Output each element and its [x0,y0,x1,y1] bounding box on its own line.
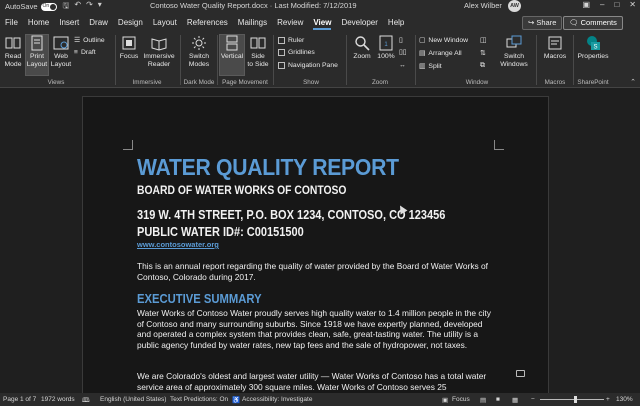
ribbon-divider [217,35,218,85]
focus-mode-button[interactable]: Focus [452,396,470,403]
web-layout-icon [53,35,69,51]
tab-mailings[interactable]: Mailings [237,18,268,27]
comments-label: Comments [580,18,617,27]
zoom-out-icon[interactable]: − [531,396,535,403]
split-label: Split [428,62,442,70]
web-layout-button[interactable] [50,35,72,75]
new-window-label: New Window [428,36,469,44]
side-to-side-icon [250,35,266,51]
focus-button[interactable] [118,35,140,75]
comment-icon: 🗨 [569,18,581,27]
properties-label: Properties [577,53,609,60]
outline-label: Outline [83,36,105,44]
web-layout-view-icon[interactable]: ▦ [512,397,519,404]
one-page-icon: ▯ [399,37,403,44]
autosave-state: On [42,2,50,9]
address-heading[interactable]: 319 W. 4TH STREET, P.O. BOX 1234, CONTOSO, CO 123456 [137,208,446,222]
draft-button[interactable] [74,47,96,57]
read-mode-label: Read Mode [4,53,22,68]
save-icon[interactable]: 🖫 [62,0,70,10]
margin-marker [123,140,133,150]
tab-home[interactable]: Home [27,18,50,27]
properties-button[interactable] [575,35,611,75]
page-width-icon: ↔ [399,61,406,69]
status-bar [0,393,640,406]
zoom-slider-thumb[interactable] [574,396,577,403]
zoom-group-label: Zoom [371,79,389,86]
focus-icon [121,35,137,51]
collapse-ribbon-icon[interactable]: ⌃ [630,79,636,86]
window-group-label: Window [465,79,489,86]
checkbox-icon [278,37,285,44]
read-mode-button[interactable] [2,35,24,75]
ribbon-divider [180,35,181,85]
synchronous-scrolling-button[interactable] [480,48,486,58]
accessibility-status[interactable]: Accessibility: Investigate [242,396,313,403]
checkbox-icon [278,62,285,69]
redo-icon[interactable]: ↷ [86,0,93,9]
navigation-pane-label: Navigation Pane [288,61,338,69]
zoom-100-icon [378,35,394,51]
zoom-100-label: 100% [377,53,395,60]
summary-paragraph-2[interactable]: We are Colorado's oldest and largest water utility — Water Works of Contoso has a total water service area of approximately 300 square miles. Water Works of Contoso serves 25 [137,371,487,392]
multiple-pages-button[interactable] [399,47,406,57]
tab-insert[interactable]: Insert [59,18,80,27]
pagemove-group-label: Page Movement [222,79,268,86]
language-indicator[interactable]: English (United States) [100,396,167,403]
read-mode-icon [5,35,21,51]
share-label: Share [536,18,557,27]
ruler-label: Ruler [288,36,305,44]
customize-qat-icon[interactable]: ▾ [97,0,102,9]
tab-layout[interactable]: Layout [152,18,177,27]
zoom-percentage[interactable]: 130% [616,396,633,403]
switch-windows-label: Switch Windows [500,53,528,68]
draft-icon: ≡ [74,48,78,56]
share-button[interactable] [522,16,562,30]
side-by-side-icon: ◫ [480,37,487,44]
tab-view[interactable]: View [308,13,336,32]
vertical-pages-icon [224,35,240,51]
sharepoint-group-label: SharePoint [577,79,609,86]
darkmode-group-label: Dark Mode [183,79,215,86]
immersive-reader-icon [151,35,167,51]
sync-scroll-icon: ⇅ [480,50,486,57]
document-title: Contoso Water Quality Report.docx · Last Modified: 7/12/2019 [150,1,357,10]
print-layout-button[interactable] [25,34,49,76]
switch-modes-label: Switch Modes [188,53,210,68]
macros-label: Macros [543,53,567,60]
autosave-control[interactable] [5,2,57,11]
reset-window-position-button[interactable] [480,61,485,71]
web-layout-label: Web Layout [50,53,72,68]
svg-text:S: S [593,44,598,51]
print-layout-icon [29,35,45,51]
tab-help[interactable]: Help [387,18,405,27]
public-water-id[interactable]: PUBLIC WATER ID#: C00151500 [137,225,304,239]
navigation-pane-checkbox[interactable] [278,60,338,70]
text-predictions-status[interactable]: Text Predictions: On [170,396,229,403]
proofing-icon[interactable]: 🕮 [82,397,90,404]
section-heading[interactable]: EXECUTIVE SUMMARY [137,292,262,306]
read-mode-view-icon[interactable]: ▤ [480,397,487,404]
focus-mode-icon[interactable]: ▣ [442,397,449,404]
arrange-all-label: Arrange All [428,49,462,57]
tab-review[interactable]: Review [277,18,304,27]
switch-modes-button[interactable] [184,35,214,75]
vertical-button[interactable] [219,34,245,76]
intro-paragraph[interactable]: This is an annual report regarding the quality of water provided by the Board of Water Works of Contoso, Colorado during 2017. [137,261,489,282]
arrange-all-button[interactable] [419,48,462,58]
tab-file[interactable]: File [5,18,18,27]
close-icon[interactable]: ✕ [629,0,636,9]
ribbon-divider [573,35,574,85]
zoom-100-button[interactable] [375,35,397,75]
page-width-button[interactable] [399,60,406,70]
one-page-button[interactable] [399,35,403,45]
immersive-reader-label: Immersive Reader [143,53,175,68]
switch-windows-icon [506,35,522,51]
zoom-button[interactable] [350,35,374,75]
immersive-group-label: Immersive [132,79,162,86]
ruler-checkbox[interactable] [278,35,304,45]
summary-paragraph[interactable]: Water Works of Contoso Water proudly serves high quality water to 1.4 million people in the city of Contoso and many surrounding suburbs. Since 1918 we have expertly planned, developed and operated a complex system that provides clean, safe, great-tasting water. The utility is a public agency funded by water rates, new tap fees and the sale of hydropower, not taxes. [137,308,491,350]
magnifier-icon [354,35,370,51]
tab-design[interactable]: Design [117,18,143,27]
tab-references[interactable]: References [186,18,228,27]
split-button[interactable] [419,61,442,71]
outline-icon: ☰ [74,37,81,44]
outline-button[interactable] [74,35,105,45]
macros-group-label: Macros [544,79,566,86]
checkbox-icon [278,49,285,56]
ribbon-divider [273,35,274,85]
minimize-icon[interactable]: – [600,0,605,9]
gridlines-label: Gridlines [288,48,315,56]
zoom-label: Zoom [353,53,371,60]
share-icon: ↪ [528,18,537,27]
ribbon-divider [346,35,347,85]
macros-icon [547,35,563,51]
macros-button[interactable] [540,35,570,75]
organization-heading[interactable]: BOARD OF WATER WORKS OF CONTOSO [137,185,347,197]
maximize-icon[interactable]: □ [614,0,620,9]
ribbon-divider [415,35,416,85]
focus-label: Focus [119,53,139,60]
split-icon: ▥ [419,63,426,70]
reset-window-icon: ⧉ [480,62,485,69]
zoom-in-icon[interactable]: + [606,396,610,403]
undo-icon[interactable]: ↶ [74,0,82,9]
ribbon-display-icon[interactable]: ▣ [582,0,590,9]
page-count[interactable]: Page 1 of 7 [3,396,37,403]
draft-label: Draft [80,48,96,56]
immersive-reader-button[interactable] [142,35,176,75]
show-group-label: Show [303,79,319,86]
window-controls [582,0,636,9]
title-bar [0,0,640,13]
side-to-side-label: Side to Side [247,53,269,68]
print-layout-view-icon[interactable]: ■ [496,396,500,403]
comment-icon[interactable] [516,370,525,377]
view-side-by-side-button[interactable] [480,35,486,45]
avatar[interactable]: AW [508,0,521,12]
new-window-button[interactable] [419,35,468,45]
svg-text:1: 1 [384,42,388,48]
comments-button[interactable] [563,16,623,30]
tab-draw[interactable]: Draw [89,18,108,27]
gridlines-checkbox[interactable] [278,47,315,57]
print-layout-label: Print Layout [26,53,48,68]
vertical-label: Vertical [220,53,244,60]
switch-windows-button[interactable] [496,35,532,75]
zoom-slider[interactable] [540,399,604,400]
arrange-all-icon: ▤ [419,50,426,57]
views-group-label: Views [47,79,65,86]
ribbon-divider [536,35,537,85]
ribbon-divider [115,35,116,85]
side-to-side-button[interactable] [246,35,270,75]
sun-icon [191,35,207,51]
report-title[interactable]: WATER QUALITY REPORT [137,154,399,180]
tab-developer[interactable]: Developer [341,18,378,27]
website-link[interactable]: www.contosowater.org [137,240,219,249]
accessibility-icon: ♿ [232,397,241,404]
margin-marker [494,140,504,150]
multiple-pages-icon: ▯▯ [399,49,407,56]
new-window-icon: ▢ [419,37,426,44]
autosave-label: AutoSave [5,2,38,11]
sharepoint-icon [585,35,601,51]
word-count[interactable]: 1972 words [41,396,75,403]
quick-access-toolbar [63,0,102,14]
autosave-toggle[interactable] [41,3,57,11]
user-name[interactable]: Alex Wilber [464,1,502,10]
